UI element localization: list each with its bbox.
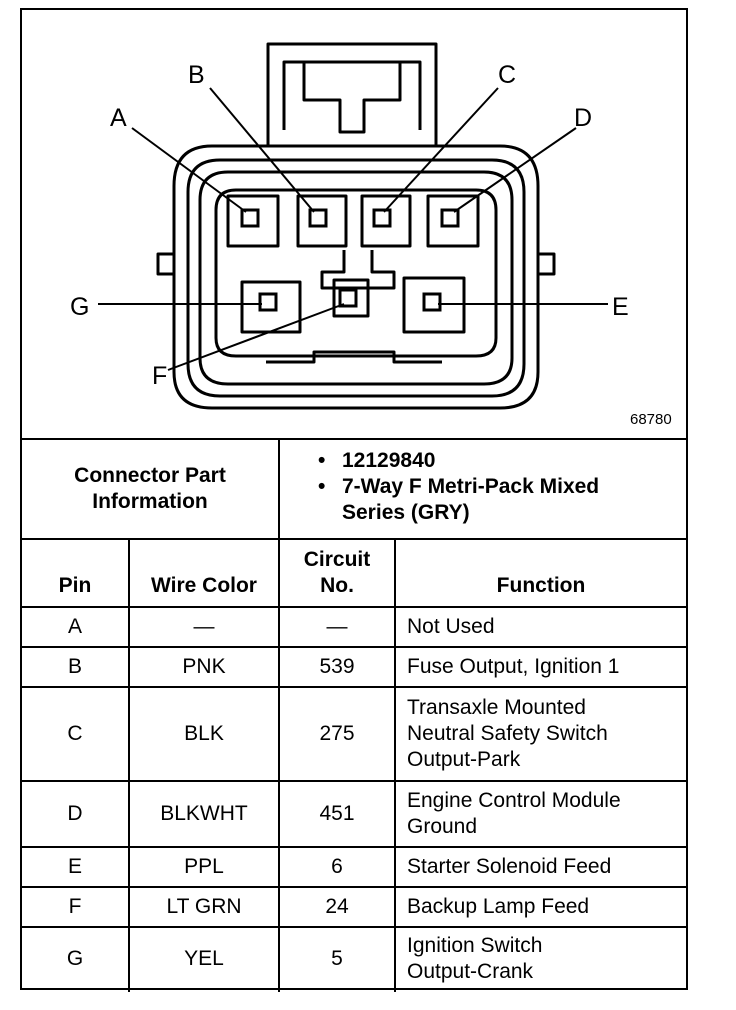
- function-line: Neutral Safety Switch: [407, 721, 608, 745]
- pin-label-c: C: [498, 61, 517, 89]
- bullet-icon: •: [318, 449, 326, 472]
- leader-d: [454, 128, 576, 212]
- table-cell-circuit: 275: [319, 721, 355, 745]
- pin-b-terminal: [310, 210, 326, 226]
- table-cell-pin: E: [67, 854, 82, 878]
- part-number: 12129840: [342, 449, 436, 472]
- pin-g-terminal: [260, 294, 276, 310]
- table-cell-wire-color: LT GRN: [166, 894, 242, 918]
- table-cell-function: [396, 782, 686, 846]
- pin-e-terminal: [424, 294, 440, 310]
- pin-d-terminal: [442, 210, 458, 226]
- connector-part-header-line: Information: [92, 490, 208, 513]
- table-cell-circuit: 6: [331, 854, 343, 878]
- pin-c-terminal: [374, 210, 390, 226]
- connector-part-details: [318, 448, 688, 526]
- table-cell-pin: D: [67, 801, 83, 825]
- pin-label-b: B: [188, 61, 205, 89]
- table-cell-pin: G: [66, 946, 84, 970]
- table-cell-pin: A: [67, 614, 82, 638]
- table-cell-pin: F: [68, 894, 82, 918]
- table-cell-pin: B: [67, 654, 82, 678]
- table-cell-wire-color: BLK: [184, 721, 224, 745]
- description-line: Series (GRY): [342, 501, 470, 525]
- table-cell-wire-color: —: [193, 614, 215, 638]
- leader-f: [168, 304, 344, 370]
- table-cell-function: Fuse Output, Ignition 1: [407, 654, 620, 678]
- function-line: Ignition Switch: [407, 933, 543, 957]
- connector-part-header-line: Connector Part: [74, 463, 226, 487]
- bullet-icon: •: [318, 475, 326, 499]
- pin-a-terminal: [242, 210, 258, 226]
- description-row: [318, 474, 688, 526]
- function-line: Transaxle Mounted: [407, 695, 586, 719]
- pin-label-a: A: [110, 104, 127, 132]
- pin-label-g: G: [70, 293, 90, 321]
- table-cell-function: [396, 928, 686, 990]
- description-line: 7-Way F Metri-Pack Mixed: [342, 475, 600, 499]
- column-header-wire-color: Wire Color: [151, 573, 257, 597]
- table-cell-circuit: 5: [331, 946, 343, 970]
- connector-part-header: [22, 440, 278, 538]
- diagram-id: 68780: [630, 411, 672, 428]
- table-cell-wire-color: PPL: [184, 854, 224, 878]
- connector-face-drawing: [22, 10, 686, 438]
- table-cell-function: [396, 688, 686, 780]
- column-header-function: Function: [496, 573, 586, 597]
- pin-label-e: E: [612, 293, 629, 321]
- pinout-sheet: [20, 8, 688, 990]
- table-cell-circuit: 539: [319, 654, 355, 678]
- function-line: Output-Crank: [407, 960, 534, 983]
- table-cell-circuit: —: [326, 614, 348, 638]
- function-line: Ground: [407, 815, 478, 838]
- connector-diagram: [22, 10, 686, 438]
- part-number-row: [318, 448, 688, 474]
- function-line: Engine Control Module: [407, 788, 621, 812]
- table-cell-wire-color: BLKWHT: [160, 801, 248, 825]
- column-header-pin: Pin: [58, 573, 92, 597]
- table-cell-function: Starter Solenoid Feed: [407, 854, 612, 878]
- pin-label-f: F: [152, 362, 168, 390]
- table-cell-pin: C: [67, 721, 83, 745]
- table-cell-circuit: 451: [319, 801, 355, 825]
- table-cell-circuit: 24: [325, 894, 349, 918]
- table-cell-function: Backup Lamp Feed: [407, 894, 590, 918]
- table-cell-wire-color: YEL: [184, 946, 224, 970]
- column-header-circuit: [280, 540, 394, 606]
- table-cell-function: Not Used: [407, 614, 495, 638]
- table-cell-wire-color: PNK: [182, 654, 226, 678]
- column-header-circuit-line: Circuit: [303, 547, 371, 571]
- pin-label-d: D: [574, 104, 593, 132]
- function-line: Output-Park: [407, 748, 521, 772]
- column-header-circuit-line: No.: [320, 574, 354, 597]
